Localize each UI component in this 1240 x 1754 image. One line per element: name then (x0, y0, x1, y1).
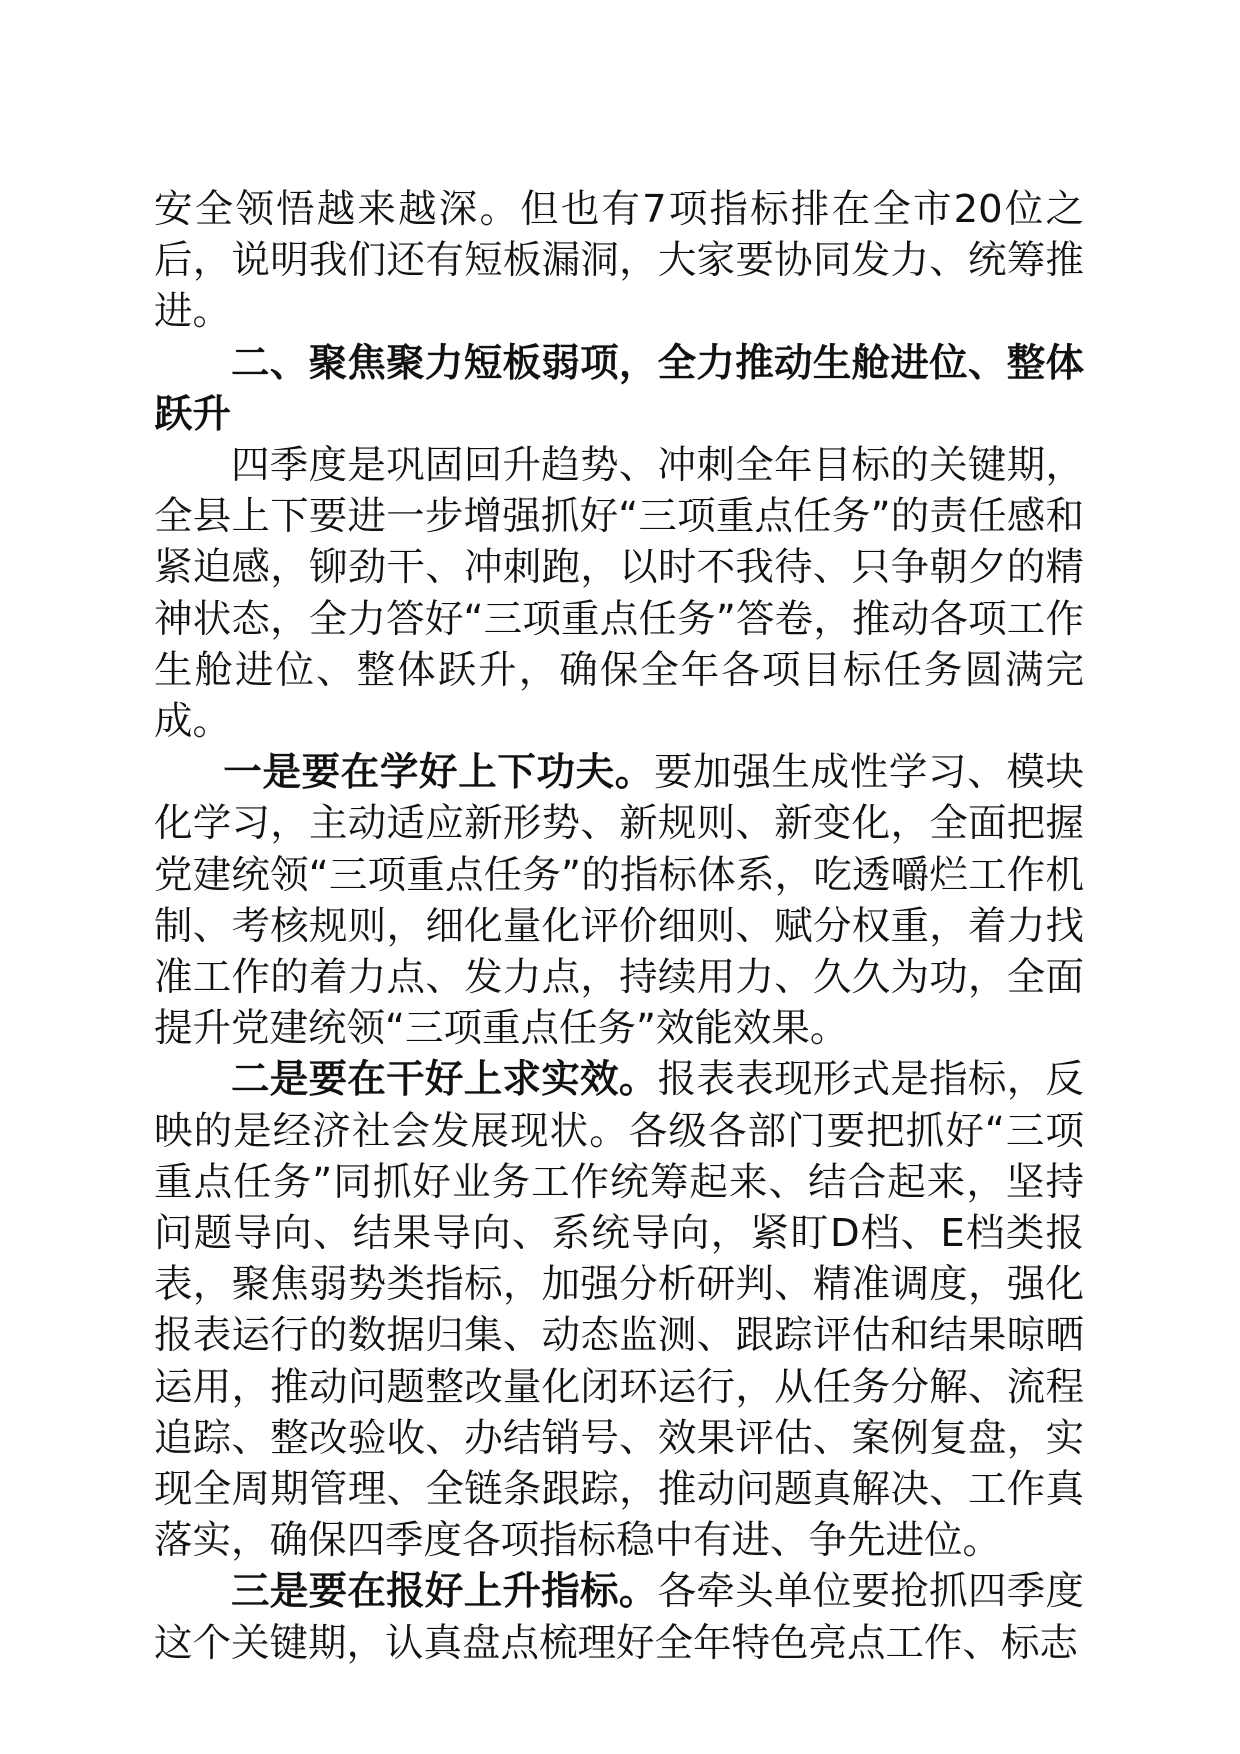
paragraph-point-2 (154, 1054, 1084, 1566)
point-1-lead: 一是要在学好上下功夫。 (223, 750, 654, 796)
point-2-body: 报表表现形式是指标，反映的是经济社会发展现状。各级各部门要把抓好“三项重点任务”同抓好业务工作统筹起来、结合起来，坚持问题导向、结果导向、系统导向，紧盯D档、E档类报表，聚焦弱势类指标，加强分析研判、精准调度，强化报表运行的数据归集、动态监测、跟踪评估和结果晾晒运用，推动问题整改量化闭环运行，从任务分解、流程追踪、整改验收、办结销号、效果评估、案例复盘，实现全周期管理、全链条跟踪，推动问题真解决、工作真落实，确保四季度各项指标稳中有进、争先进位。 (154, 1057, 1084, 1564)
paragraph-point-1 (154, 747, 1084, 1054)
point-1-body: 要加强生成性学习、模块化学习，主动适应新形势、新规则、新变化，全面把握党建统领“三项重点任务”的指标体系，吃透嚼烂工作机制、考核规则，细化量化评价细则、赋分权重，着力找准工作的着力点、发力点，持续用力、久久为功，全面提升党建统领“三项重点任务”效能效果。 (154, 750, 1084, 1052)
paragraph-point-3 (154, 1566, 1084, 1668)
point-3-body: 各牵头单位要抢抓四季度这个关键期，认真盘点梳理好全年特色亮点工作、标志 (154, 1569, 1084, 1666)
point-2-lead: 二是要在干好上求实效。 (231, 1057, 658, 1103)
point-3-lead: 三是要在报好上升指标。 (231, 1569, 658, 1615)
section-heading-2: 二、聚焦聚力短板弱项，全力推动生舱进位、整体跃升 (154, 340, 1084, 437)
paragraph-overview: 四季度是巩固回升趋势、冲刺全年目标的关键期，全县上下要进一步增强抓好“三项重点任务”的责任感和紧迫感，铆劲干、冲刺跑，以时不我待、只争朝夕的精神状态，全力答好“三项重点任务”答卷，推动各项工作生舱进位、整体跃升，确保全年各项目标任务圆满完成。 (154, 443, 1084, 745)
paragraph-intro: 安全领悟越来越深。但也有7项指标排在全市20位之后，说明我们还有短板漏洞，大家要协同发力、统筹推进。 (154, 187, 1084, 335)
document-page (154, 184, 1084, 1669)
